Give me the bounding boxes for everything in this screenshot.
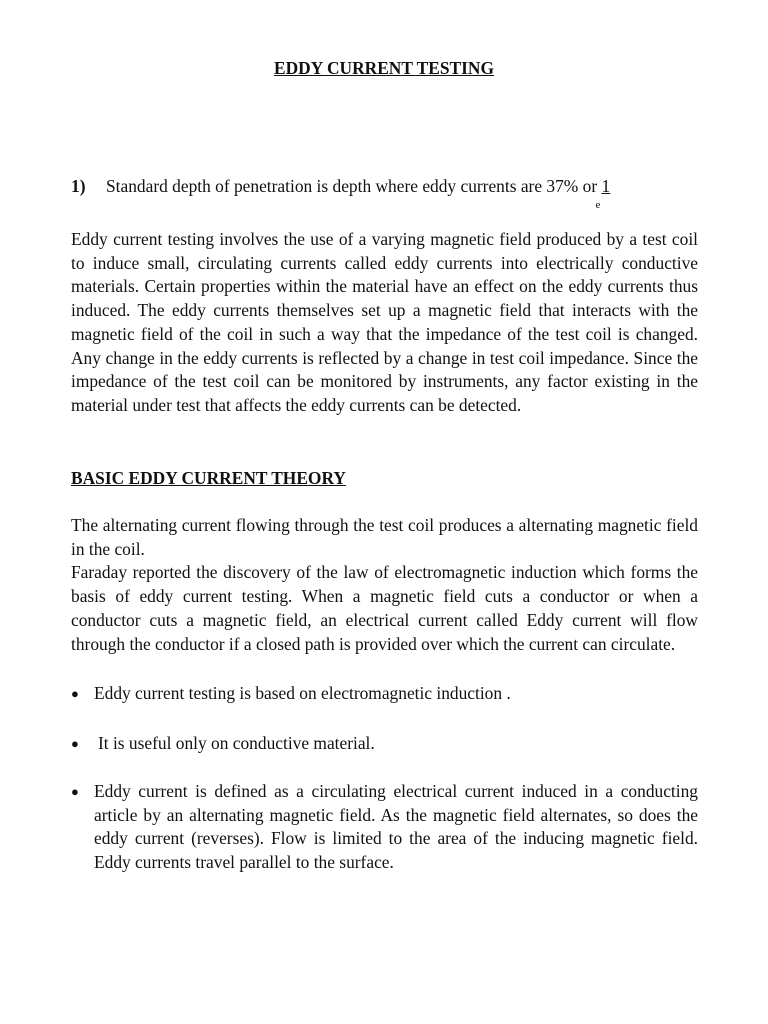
theory-paragraph-b: Faraday reported the discovery of the law of electromagnetic induction which forms the basis of eddy current testing. When a magnetic field cuts a conductor or when a conductor cuts a magnetic field, an electrical current called Eddy current will flow through the conductor if a closed path is provided over which the current can circulate. xyxy=(71,562,698,654)
bullet-item xyxy=(71,732,698,756)
bullet-icon: ● xyxy=(71,784,79,799)
theory-paragraph xyxy=(71,514,698,656)
bullet-item xyxy=(71,780,698,875)
bullet-icon: ● xyxy=(71,686,79,701)
theory-paragraph-a: The alternating current flowing through the test coil produces a alternating magnetic field in the coil. xyxy=(71,515,698,559)
fraction xyxy=(595,175,611,211)
section-heading: BASIC EDDY CURRENT THEORY xyxy=(71,468,346,488)
intro-paragraph: Eddy current testing involves the use of a varying magnetic field produced by a test coil to induce small, circulating currents called eddy currents into electrically conductive materials. Certain properties within the material have an effect on the eddy currents thus induced. The eddy currents themselves set up a magnetic field that interacts with the magnetic field of the coil in such a way that the impedance of the test coil is changed. Any change in the eddy currents is reflected by a change in test coil impedance. Since the impedance of the test coil can be monitored by instruments, any factor existing in the material under test that affects the eddy currents can be detected. xyxy=(71,229,698,415)
document-title: EDDY CURRENT TESTING xyxy=(273,58,494,78)
numbered-item-1 xyxy=(71,175,701,211)
item-text: Standard depth of penetration is depth where eddy currents are 37% or xyxy=(106,176,602,196)
bullet-text: Eddy current testing is based on electromagnetic induction . xyxy=(94,683,511,703)
bullet-item xyxy=(71,682,698,706)
bullet-icon: ● xyxy=(71,736,79,751)
bullet-text: Eddy current is defined as a circulating electrical current induced in a conducting article by an alternating magnetic field. As the magnetic field alternates, so does the eddy current (reverses). Flow is limited to the area of the inducing magnetic field. Eddy currents travel parallel to the surface. xyxy=(94,781,698,873)
bullet-text: It is useful only on conductive material. xyxy=(98,733,375,753)
fraction-denominator: e xyxy=(595,199,601,211)
item-number: 1) xyxy=(71,176,86,196)
fraction-numerator: 1 xyxy=(601,176,611,196)
